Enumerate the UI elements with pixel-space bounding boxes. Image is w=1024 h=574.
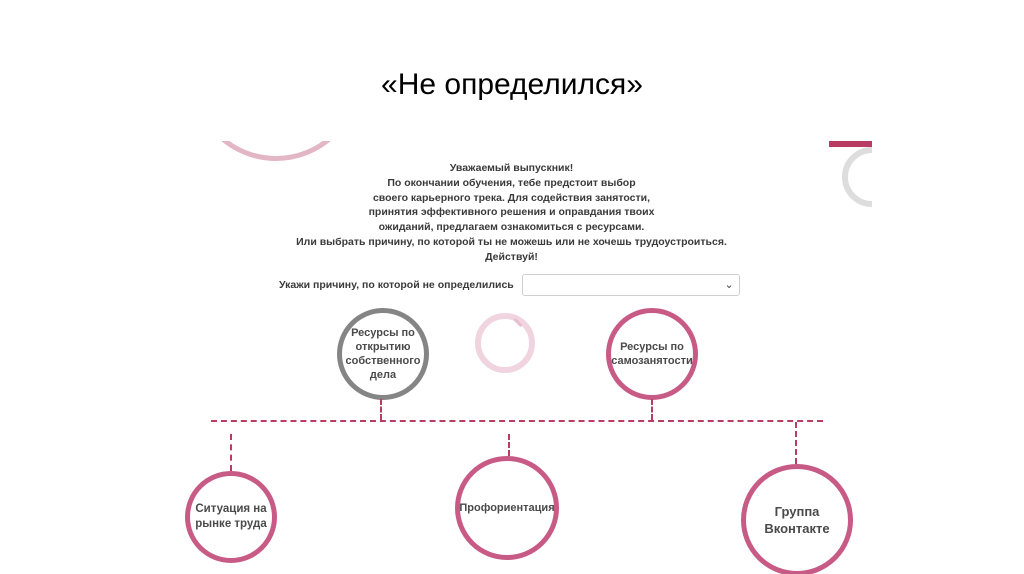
decorative-corner-bar bbox=[829, 141, 872, 147]
message-line: По окончании обучения, тебе предстоит выбор bbox=[387, 176, 636, 189]
connector-line bbox=[508, 434, 510, 456]
reason-select[interactable] bbox=[522, 274, 740, 296]
labor-market-label: Ситуация на рынке труда bbox=[195, 503, 267, 530]
connector-line bbox=[795, 422, 797, 464]
slide-title: «Не определился» bbox=[381, 68, 643, 101]
vk-group-label: Группа Вконтакте bbox=[764, 504, 830, 536]
decorative-arc bbox=[191, 141, 361, 161]
screenshot-panel bbox=[151, 141, 872, 574]
message-line: Действуй! bbox=[485, 250, 538, 263]
welcome-message bbox=[151, 161, 872, 265]
reason-row bbox=[279, 273, 740, 297]
connector-line bbox=[230, 434, 232, 471]
loading-spinner-icon bbox=[475, 313, 535, 373]
connector-line bbox=[380, 399, 382, 420]
career-guidance-label: Профориентация bbox=[459, 502, 555, 514]
self-employment-label: Ресурсы по самозанятости bbox=[611, 341, 693, 367]
connector-line-horizontal bbox=[211, 420, 823, 422]
connector-line bbox=[651, 399, 653, 420]
message-line: Уважаемый выпускник! bbox=[449, 162, 574, 174]
message-line: Или выбрать причину, по которой ты не можешь или не хочешь трудоустроиться. bbox=[296, 235, 727, 248]
message-line: принятия эффективного решения и оправдания твоих bbox=[368, 206, 655, 219]
career-guidance-button[interactable] bbox=[455, 456, 559, 560]
chevron-down-icon: ⌄ bbox=[724, 279, 734, 291]
business-resources-label: Ресурсы по открытию собственного дела bbox=[345, 327, 421, 381]
reason-label: Укажи причину, по которой не определились bbox=[279, 279, 514, 291]
self-employment-resources-button[interactable] bbox=[606, 308, 698, 400]
labor-market-button[interactable] bbox=[185, 471, 277, 563]
vk-group-button[interactable] bbox=[741, 464, 853, 574]
business-resources-button[interactable] bbox=[337, 308, 429, 400]
message-line: своего карьерного трека. Для содействия занятости, bbox=[372, 191, 651, 204]
message-line: ожиданий, предлагаем ознакомиться с ресурсами. bbox=[378, 221, 645, 234]
